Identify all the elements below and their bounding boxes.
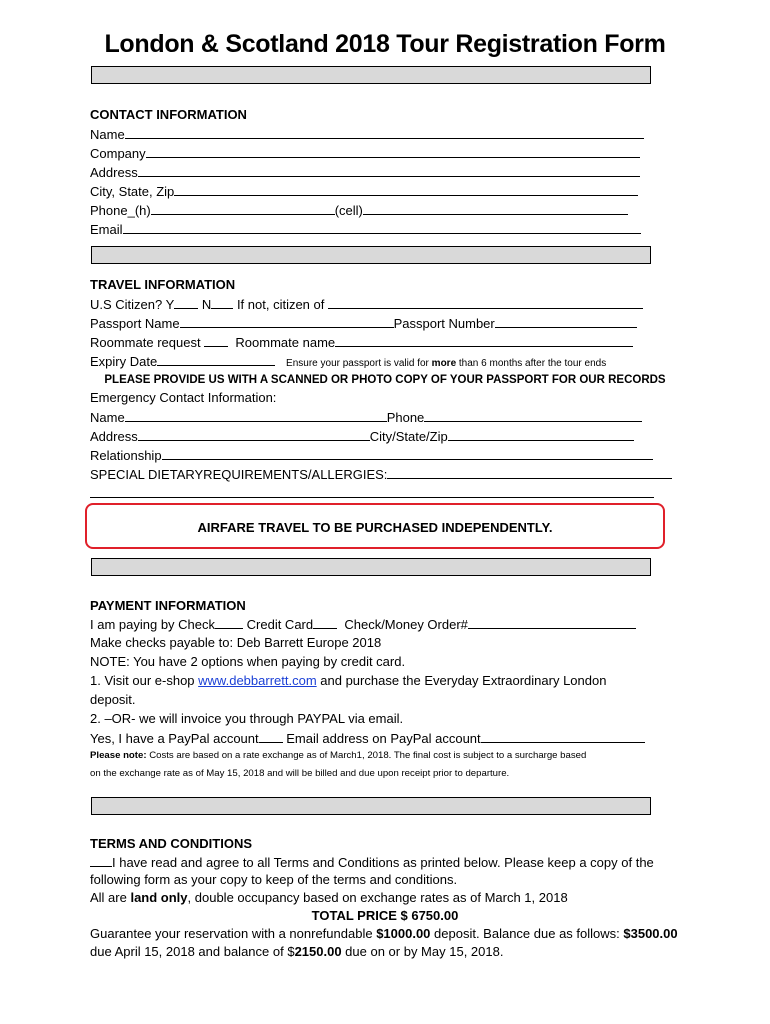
em-city-field[interactable] (448, 427, 634, 441)
section-divider-bar (91, 797, 651, 815)
form-title: London & Scotland 2018 Tour Registration Form (104, 30, 666, 58)
city-row: City, State, Zip (90, 182, 638, 201)
expiry-date-field[interactable] (157, 352, 275, 366)
passport-number-field[interactable] (495, 314, 637, 328)
terms-header: TERMS AND CONDITIONS (90, 836, 253, 851)
travel-header: TRAVEL INFORMATION (90, 277, 236, 292)
paypal-account-field[interactable] (259, 729, 283, 743)
option-1: 1. Visit our e-shop www.debbarrett.com and purchase the Everyday Extraordinary London (90, 673, 607, 688)
citizen-yes-field[interactable] (174, 295, 198, 309)
paying-row: I am paying by Check Credit Card Check/Money Order# (90, 615, 636, 634)
dietary-row: SPECIAL DIETARYREQUIREMENTS/ALLERGIES: (90, 465, 672, 484)
section-divider-bar (91, 246, 651, 264)
paypal-row: Yes, I have a PayPal account Email address on PayPal account (90, 729, 645, 748)
section-divider-bar (91, 558, 651, 576)
em-address-row: Address City/State/Zip (90, 427, 634, 446)
relationship-row: Relationship (90, 446, 653, 465)
land-only-row: All are land only, double occupancy based on exchange rates as of March 1, 2018 (90, 890, 568, 905)
dietary-row-2 (90, 484, 654, 503)
payable-text: Make checks payable to: Deb Barrett Europe 2018 (90, 635, 382, 650)
citizenship-field[interactable] (328, 295, 643, 309)
money-order-field[interactable] (468, 615, 636, 629)
roommate-name-field[interactable] (335, 333, 633, 347)
citizen-row: U.S Citizen? Y N If not, citizen of (90, 295, 643, 314)
passport-row: Passport Name Passport Number (90, 314, 637, 333)
passport-copy-notice: PLEASE PROVIDE US WITH A SCANNED OR PHOTO COPY OF YOUR PASSPORT FOR OUR RECORDS (104, 374, 666, 386)
em-name-field[interactable] (125, 408, 387, 422)
airfare-notice: AIRFARE TRAVEL TO BE PURCHASED INDEPENDENTLY. (197, 520, 553, 535)
costs-note: Please note: Costs are based on a rate exchange as of March1, 2018. The final cost is subject to a surcharge based (90, 750, 587, 761)
emergency-label: Emergency Contact Information: (90, 390, 277, 405)
expiry-row: Expiry Date Ensure your passport is valid for more than 6 months after the tour ends (90, 354, 607, 369)
agree-row: I have read and agree to all Terms and Conditions as printed below. Please keep a copy of the (90, 853, 654, 872)
dietary-field-2[interactable] (90, 484, 654, 498)
option-1-cont: deposit. (90, 692, 136, 707)
payment-header: PAYMENT INFORMATION (90, 598, 246, 613)
dietary-field[interactable] (387, 465, 672, 479)
agree-field[interactable] (90, 853, 112, 867)
eshop-link[interactable]: www.debbarrett.com (198, 673, 317, 688)
address-row: Address (90, 163, 640, 182)
em-name-row: Name Phone (90, 408, 642, 427)
guarantee-row: Guarantee your reservation with a nonrefundable $1000.00 deposit. Balance due as follows: $3500.00 (90, 926, 678, 941)
passport-name-field[interactable] (180, 314, 394, 328)
roommate-request-field[interactable] (204, 333, 228, 347)
citizen-no-field[interactable] (211, 295, 233, 309)
company-row: Company (90, 144, 640, 163)
roommate-row: Roommate request Roommate name (90, 333, 633, 352)
option-2: 2. –OR- we will invoice you through PAYPAL via email. (90, 711, 404, 726)
airfare-notice-box (85, 503, 665, 549)
em-address-field[interactable] (138, 427, 370, 441)
phone-row: Phone_(h) (cell) (90, 201, 628, 220)
total-price: TOTAL PRICE $ 6750.00 (311, 908, 459, 923)
payment-note: NOTE: You have 2 options when paying by credit card. (90, 654, 406, 669)
pay-check-field[interactable] (215, 615, 243, 629)
phone-cell-field[interactable] (363, 201, 628, 215)
address-field[interactable] (138, 163, 640, 177)
pay-card-field[interactable] (313, 615, 337, 629)
guarantee-row-2: due April 15, 2018 and balance of $2150.00 due on or by May 15, 2018. (90, 944, 504, 959)
email-field[interactable] (123, 220, 641, 234)
costs-note-2: on the exchange rate as of May 15, 2018 and will be billed and due upon receipt prior to departure. (90, 768, 510, 779)
name-field[interactable] (125, 125, 644, 139)
contact-header: CONTACT INFORMATION (90, 107, 247, 122)
city-field[interactable] (174, 182, 638, 196)
paypal-email-field[interactable] (481, 729, 645, 743)
em-phone-field[interactable] (424, 408, 642, 422)
agree-row-2: following form as your copy to keep of the terms and conditions. (90, 872, 458, 887)
email-row: Email (90, 220, 641, 239)
company-field[interactable] (146, 144, 640, 158)
name-row: Name (90, 125, 644, 144)
section-divider-bar (91, 66, 651, 84)
phone-home-field[interactable] (151, 201, 335, 215)
relationship-field[interactable] (162, 446, 653, 460)
